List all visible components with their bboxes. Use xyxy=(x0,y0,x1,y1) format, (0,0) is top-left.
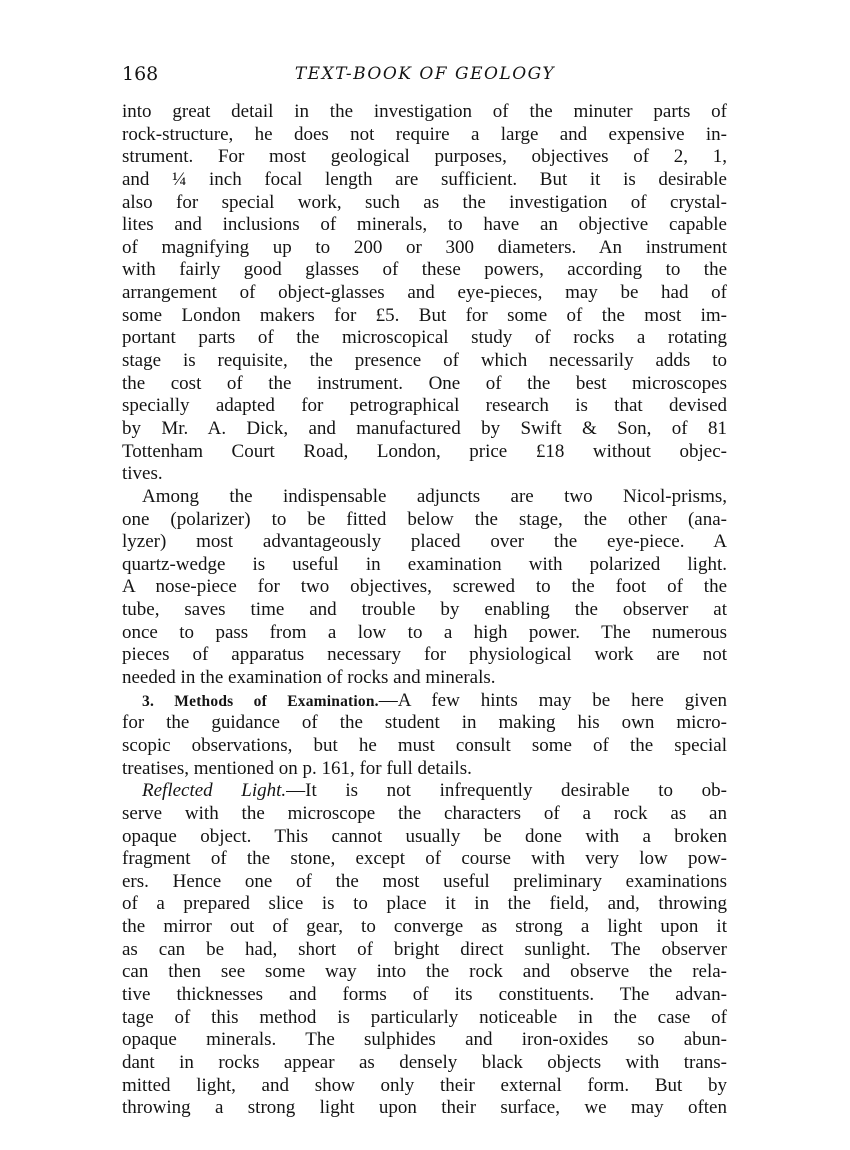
text-line: mitted light, and show only their external form. But by xyxy=(122,1074,727,1096)
text-line: for the guidance of the student in making his own micro- xyxy=(122,712,727,734)
text-line: once to pass from a low to a high power. The numerous xyxy=(122,621,727,643)
text-line: opaque minerals. The sulphides and iron-oxides so abun- xyxy=(122,1029,727,1051)
text-line: serve with the microscope the characters of a rock as an xyxy=(122,802,727,824)
running-title: TEXT-BOOK OF GEOLOGY xyxy=(294,64,556,84)
text-line: tage of this method is particularly noticeable in the case of xyxy=(122,1006,727,1028)
text-line: throwing a strong light upon their surface, we may often xyxy=(122,1097,727,1119)
text-line: with fairly good glasses of these powers, according to the xyxy=(122,259,727,281)
text-line: scopic observations, but he must consult some of the special xyxy=(122,734,727,756)
text-line: the cost of the instrument. One of the best microscopes xyxy=(122,372,727,394)
text-line: as can be had, short of bright direct sunlight. The observer xyxy=(122,938,727,960)
text-line: opaque object. This cannot usually be done with a broken xyxy=(122,825,727,847)
text-line: needed in the examination of rocks and minerals. xyxy=(122,667,496,689)
text-line: arrangement of object-glasses and eye-pieces, may be had of xyxy=(122,282,727,304)
text-line: Tottenham Court Road, London, price £18 without objec- xyxy=(122,440,727,462)
text-line: tube, saves time and trouble by enabling the observer at xyxy=(122,599,727,621)
text-line: into great detail in the investigation of the minuter parts of xyxy=(122,101,727,122)
text-line: dant in rocks appear as densely black objects with trans- xyxy=(122,1051,727,1073)
text-line: can then see some way into the rock and observe the rela- xyxy=(122,961,727,983)
text-line: quartz-wedge is useful in examination with polarized light. xyxy=(122,553,727,575)
text-line: specially adapted for petrographical research is that devised xyxy=(122,395,727,417)
text-line: some London makers for £5. But for some of the most im- xyxy=(122,304,727,326)
section-heading: 3. Methods of Examination. xyxy=(142,692,379,710)
section-heading-continuation: —A few hints may be here given xyxy=(378,689,728,711)
text-line: by Mr. A. Dick, and manufactured by Swift & Son, of 81 xyxy=(122,417,727,439)
text-line: one (polarizer) to be fitted below the stage, the other (ana- xyxy=(122,508,727,530)
text-line: lyzer) most advantageously placed over the eye-piece. A xyxy=(122,531,727,553)
text-line: and ¼ inch focal length are sufficient. But it is desirable xyxy=(122,168,727,190)
text-line: stage is requisite, the presence of which necessarily adds to xyxy=(122,350,727,372)
text-line: lites and inclusions of minerals, to have an objective capable xyxy=(122,214,727,236)
text-line: of magnifying up to 200 or 300 diameters. An instrument xyxy=(122,236,727,258)
body-text xyxy=(122,101,727,1120)
text-line: strument. For most geological purposes, objectives of 2, 1, xyxy=(122,146,727,168)
section-heading-line xyxy=(122,690,727,713)
subsection-heading: Reflected Light. xyxy=(142,780,287,802)
text-line: tive thicknesses and forms of its constituents. The advan- xyxy=(122,983,727,1005)
text-line: rock-structure, he does not require a large and expensive in- xyxy=(122,123,727,145)
subsection-heading-line xyxy=(122,780,727,803)
text-line: fragment of the stone, except of course with very low pow- xyxy=(122,848,727,870)
page-number: 168 xyxy=(122,63,159,85)
text-line: of a prepared slice is to place it in the field, and, throwing xyxy=(122,893,727,915)
text-line: pieces of apparatus necessary for physiological work are not xyxy=(122,644,727,666)
text-line: treatises, mentioned on p. 161, for full details. xyxy=(122,757,472,779)
text-line: portant parts of the microscopical study of rocks a rotating xyxy=(122,327,727,349)
running-head xyxy=(122,61,728,87)
text-line: the mirror out of gear, to converge as strong a light upon it xyxy=(122,916,727,938)
text-line: tives. xyxy=(122,463,163,485)
text-line: also for special work, such as the investigation of crystal- xyxy=(122,191,727,213)
text-line: ers. Hence one of the most useful preliminary examinations xyxy=(122,870,727,892)
paragraph-first-line: Among the indispensable adjuncts are two Nicol-prisms, xyxy=(142,485,727,507)
subsection-heading-continuation: —It is not infrequently desirable to ob- xyxy=(286,780,727,802)
text-line: A nose-piece for two objectives, screwed to the foot of the xyxy=(122,576,727,598)
